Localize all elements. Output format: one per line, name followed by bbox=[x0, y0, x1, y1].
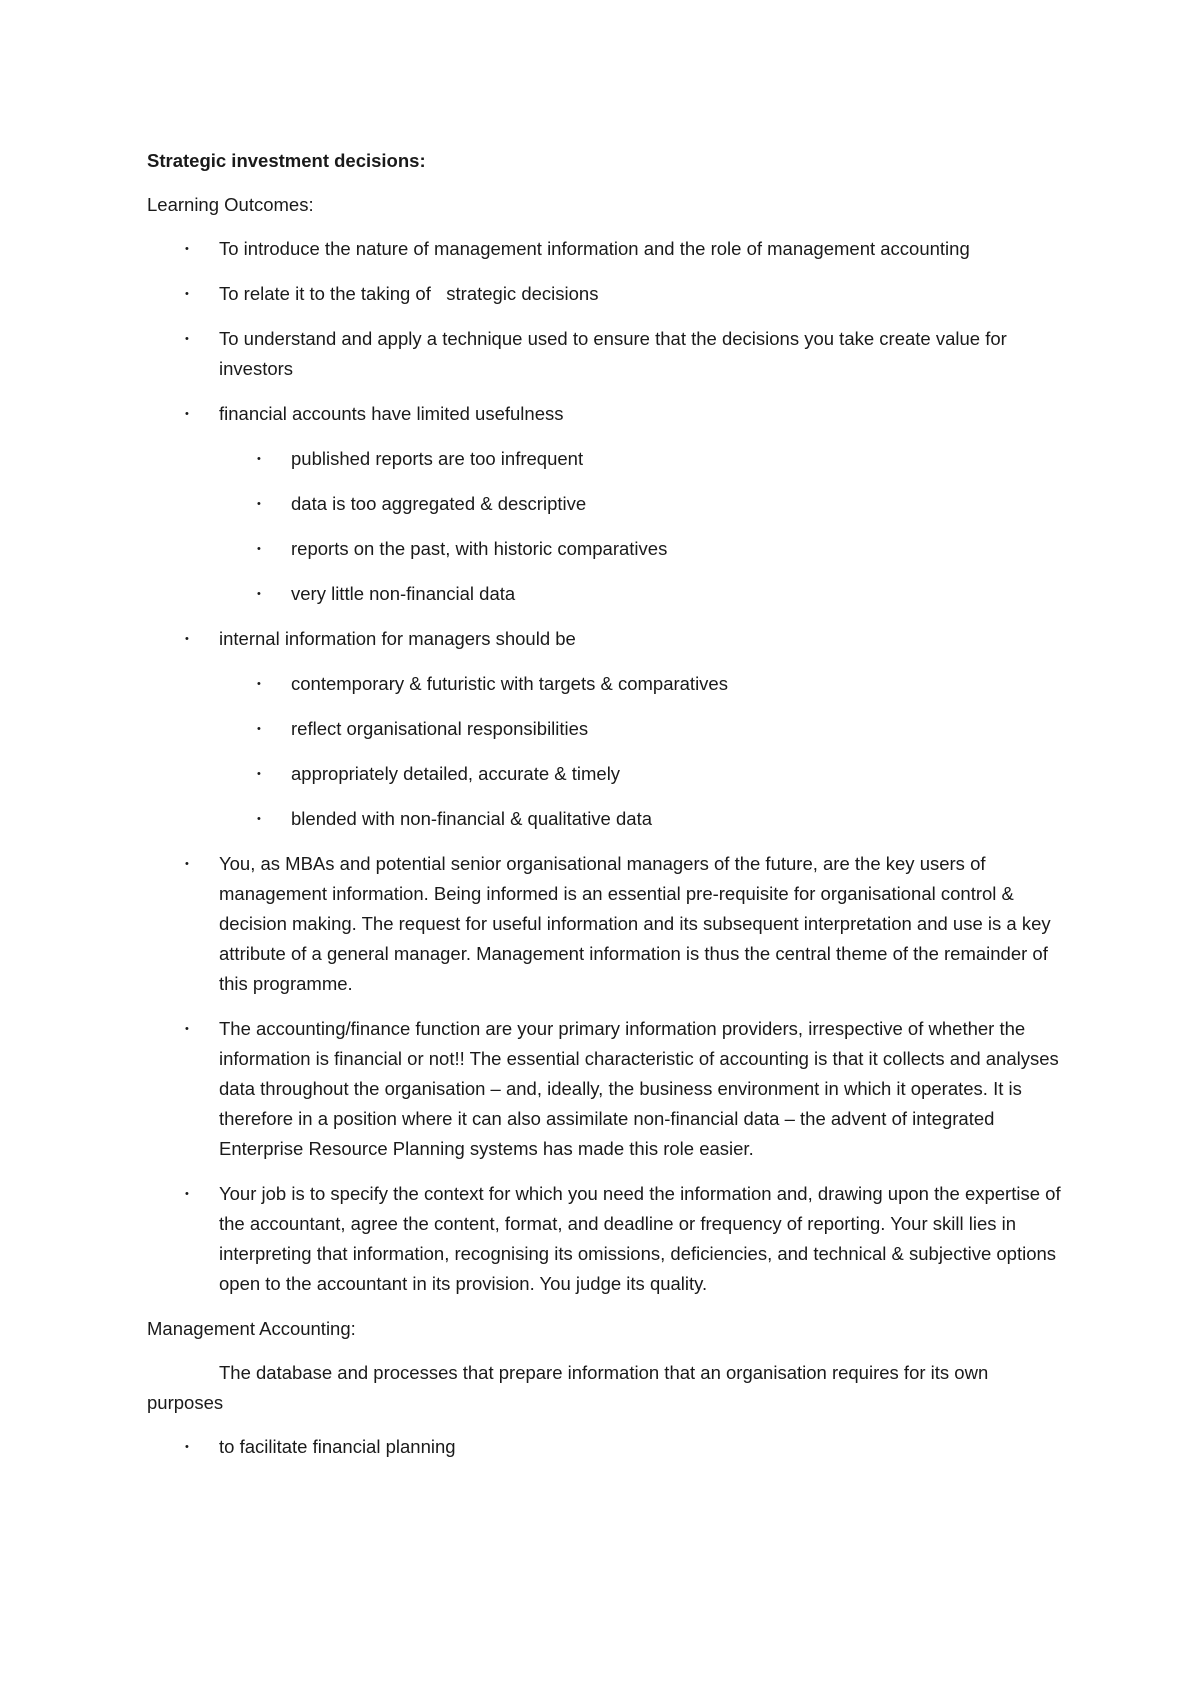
list-item-text: Your job is to specify the context for which you need the information and, drawing upon the expertise of the accountant, agree the content, format, and deadline or frequency of reporting. Your skill lies in interpreting that information, recognising its omissions, deficiencies, and technical & subjective options open to the accountant in its provision. You judge its quality. bbox=[219, 1183, 1061, 1294]
list-item-text: published reports are too infrequent bbox=[291, 448, 584, 469]
list-item-text: very little non-financial data bbox=[291, 583, 516, 604]
bullet-icon: • bbox=[257, 678, 261, 690]
management-accounting-definition: The database and processes that prepare information that an organisation requires for its own purposes bbox=[147, 1362, 989, 1413]
bullet-icon: • bbox=[257, 588, 261, 600]
document-title: Strategic investment decisions: bbox=[147, 150, 426, 171]
learning-outcomes-list bbox=[147, 234, 1067, 1299]
list-item bbox=[147, 399, 1067, 609]
list-item bbox=[219, 489, 1067, 519]
list-item-text: To understand and apply a technique used to ensure that the decisions you take create value for investors bbox=[219, 328, 1007, 379]
list-item bbox=[147, 279, 1067, 309]
bullet-icon: • bbox=[185, 288, 189, 300]
list-item-text: blended with non-financial & qualitative data bbox=[291, 808, 652, 829]
management-accounting-list bbox=[147, 1432, 1067, 1462]
bullet-icon: • bbox=[257, 543, 261, 555]
bullet-icon: • bbox=[257, 453, 261, 465]
list-item-text: internal information for managers should be bbox=[219, 628, 576, 649]
bullet-icon: • bbox=[257, 813, 261, 825]
bullet-icon: • bbox=[185, 633, 189, 645]
list-item bbox=[147, 1179, 1067, 1299]
list-item bbox=[147, 849, 1067, 999]
list-item-text: data is too aggregated & descriptive bbox=[291, 493, 587, 514]
bullet-icon: • bbox=[185, 1188, 189, 1200]
learning-outcomes-heading: Learning Outcomes: bbox=[147, 194, 314, 215]
list-item-text: to facilitate financial planning bbox=[219, 1436, 456, 1457]
bullet-icon: • bbox=[185, 1441, 189, 1453]
management-accounting-heading: Management Accounting: bbox=[147, 1318, 356, 1339]
list-item-text: To introduce the nature of management information and the role of management accounting bbox=[219, 238, 970, 259]
document-page bbox=[147, 146, 1067, 1477]
financial-accounts-sublist bbox=[219, 444, 1067, 609]
list-item bbox=[219, 804, 1067, 834]
list-item-text: reports on the past, with historic comparatives bbox=[291, 538, 668, 559]
bullet-icon: • bbox=[185, 1023, 189, 1035]
list-item bbox=[147, 1432, 1067, 1462]
list-item-text: reflect organisational responsibilities bbox=[291, 718, 589, 739]
list-item bbox=[219, 759, 1067, 789]
list-item bbox=[219, 714, 1067, 744]
list-item bbox=[147, 624, 1067, 834]
bullet-icon: • bbox=[185, 243, 189, 255]
list-item-text: You, as MBAs and potential senior organisational managers of the future, are the key users of management information. Being informed is an essential pre-requisite for organisational control & decision making. The request for useful information and its subsequent interpretation and use is a key attribute of a general manager. Management information is thus the central theme of the remainder of this programme. bbox=[219, 853, 1051, 994]
list-item-text: appropriately detailed, accurate & timely bbox=[291, 763, 621, 784]
bullet-icon: • bbox=[257, 723, 261, 735]
list-item-text: The accounting/finance function are your primary information providers, irrespective of whether the information is financial or not!! The essential characteristic of accounting is that it collects and analyses data throughout the organisation – and, ideally, the business environment in which it operates. It is therefore in a position where it can also assimilate non-financial data – the advent of integrated Enterprise Resource Planning systems has made this role easier. bbox=[219, 1018, 1059, 1159]
bullet-icon: • bbox=[185, 858, 189, 870]
bullet-icon: • bbox=[257, 498, 261, 510]
list-item bbox=[219, 669, 1067, 699]
list-item bbox=[219, 444, 1067, 474]
list-item bbox=[219, 534, 1067, 564]
internal-information-sublist bbox=[219, 669, 1067, 834]
list-item-text: financial accounts have limited usefulness bbox=[219, 403, 564, 424]
list-item bbox=[147, 324, 1067, 384]
bullet-icon: • bbox=[257, 768, 261, 780]
bullet-icon: • bbox=[185, 333, 189, 345]
list-item-text: To relate it to the taking of strategic decisions bbox=[219, 283, 599, 304]
list-item bbox=[147, 1014, 1067, 1164]
list-item bbox=[147, 234, 1067, 264]
list-item-text: contemporary & futuristic with targets & comparatives bbox=[291, 673, 728, 694]
list-item bbox=[219, 579, 1067, 609]
bullet-icon: • bbox=[185, 408, 189, 420]
